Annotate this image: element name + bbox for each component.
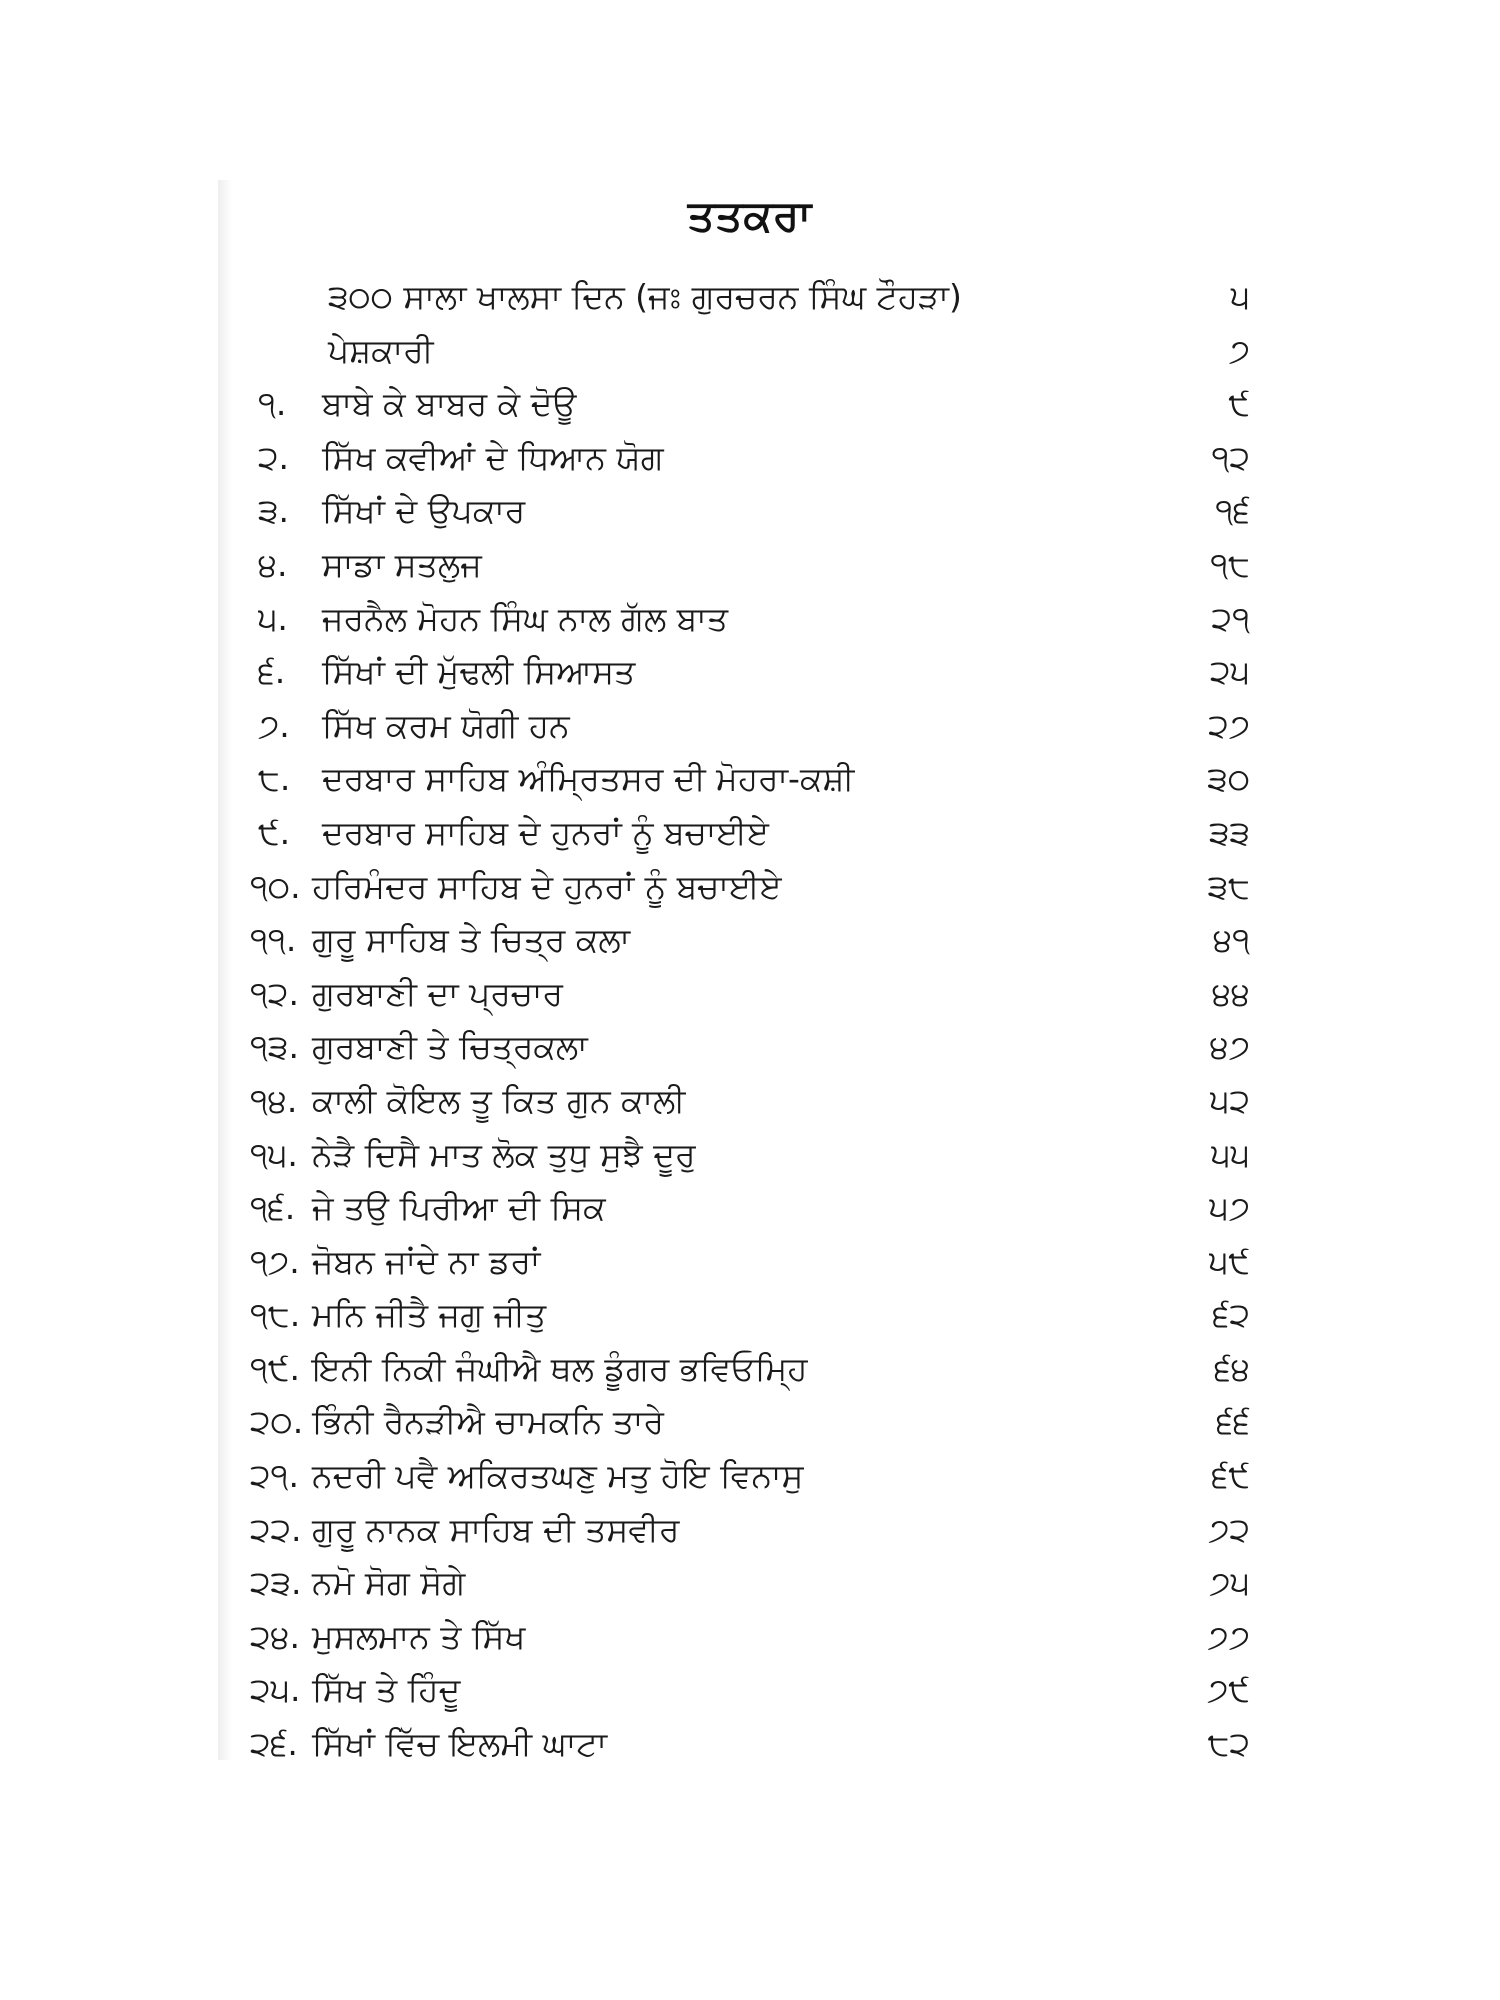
toc-entry-number: ੯. <box>258 812 291 852</box>
toc-entry-title: ਪੇਸ਼ਕਾਰੀ <box>328 330 434 370</box>
toc-entry-number: ੨੧. <box>250 1456 299 1496</box>
toc-entry-page-number: ੨੫ <box>1210 652 1250 692</box>
toc-entry-title: ੩੦੦ ਸਾਲਾ ਖਾਲਸਾ ਦਿਨ (ਜਃ ਗੁਰਚਰਨ ਸਿੰਘ ਟੌਹੜਾ) <box>328 277 962 316</box>
toc-entry <box>0 967 1500 1021</box>
toc-entry <box>0 377 1500 431</box>
toc-entry-number: ੩. <box>258 491 290 531</box>
toc-entry-title: ਹਰਿਮੰਦਰ ਸਾਹਿਬ ਦੇ ਹੁਨਰਾਂ ਨੂੰ ਬਚਾਈਏ <box>312 866 782 906</box>
toc-entry-number: ੫. <box>258 598 288 638</box>
toc-entry-page-number: ੫੯ <box>1208 1241 1250 1281</box>
toc-entry-title: ਸਿੱਖ ਕਰਮ ਯੋਗੀ ਹਨ <box>322 705 570 745</box>
toc-entry <box>0 699 1500 753</box>
toc-entry-title: ਮੁਸਲਮਾਨ ਤੇ ਸਿੱਖ <box>312 1616 526 1656</box>
toc-entry <box>0 1717 1500 1771</box>
toc-entry <box>0 645 1500 699</box>
toc-entry-page-number: ੬੯ <box>1211 1456 1250 1496</box>
toc-entry-number: ੨੦. <box>250 1402 304 1442</box>
toc-entry-title: ਜਰਨੈਲ ਮੋਹਨ ਸਿੰਘ ਨਾਲ ਗੱਲ ਬਾਤ <box>322 598 728 638</box>
toc-entry-title: ਗੁਰੂ ਸਾਹਿਬ ਤੇ ਚਿਤ੍ਰ ਕਲਾ <box>312 920 631 960</box>
toc-entry <box>0 913 1500 967</box>
toc-entry-title: ਸਿੱਖਾਂ ਵਿੱਚ ਇਲਮੀ ਘਾਟਾ <box>312 1724 608 1764</box>
toc-entry-title: ਗੁਰਬਾਣੀ ਤੇ ਚਿਤ੍ਰਕਲਾ <box>312 1027 588 1067</box>
toc-entry-title: ਸਿੱਖ ਕਵੀਆਂ ਦੇ ਧਿਆਨ ਯੋਗ <box>322 437 664 477</box>
page-title: ਤਤਕਰਾ <box>687 191 813 240</box>
toc-entry-page-number: ੫ <box>1230 277 1250 316</box>
toc-entry-number: ੨੨. <box>250 1509 302 1549</box>
toc-entry-title: ਨੇੜੈ ਦਿਸੈ ਮਾਤ ਲੋਕ ਤੁਧੁ ਸੁਝੈ ਦੂਰੁ <box>312 1134 696 1174</box>
toc-entry <box>0 538 1500 592</box>
toc-entry <box>0 1395 1500 1449</box>
toc-entry-number: ੧੫. <box>250 1134 298 1174</box>
toc-entry <box>0 484 1500 538</box>
toc-entry-number: ੮. <box>258 759 291 799</box>
toc-entry-number: ੨੩. <box>250 1563 302 1603</box>
toc-entry-number: ੧੧. <box>250 920 297 960</box>
toc-entry-title: ਕਾਲੀ ਕੋਇਲ ਤੂ ਕਿਤ ਗੁਨ ਕਾਲੀ <box>312 1080 686 1120</box>
toc-entry <box>0 1020 1500 1074</box>
toc-entry <box>0 1556 1500 1610</box>
toc-entry-title: ਸਿੱਖਾਂ ਦੇ ਉਪਕਾਰ <box>322 491 526 531</box>
toc-entry-page-number: ੭੫ <box>1209 1563 1250 1603</box>
toc-entry <box>0 1288 1500 1342</box>
toc-entry-title: ਸਿੱਖਾਂ ਦੀ ਮੁੱਢਲੀ ਸਿਆਸਤ <box>322 652 636 692</box>
toc-entry-title: ਦਰਬਾਰ ਸਾਹਿਬ ਅੰਮ੍ਰਿਤਸਰ ਦੀ ਮੋਹਰਾ-ਕਸ਼ੀ <box>322 759 855 799</box>
toc-entry-page-number: ੧੨ <box>1211 437 1250 477</box>
toc-entry-page-number: ੮੨ <box>1207 1724 1250 1764</box>
toc-entry-title: ਸਿੱਖ ਤੇ ਹਿੰਦੂ <box>312 1670 461 1710</box>
toc-entry-page-number: ੪੪ <box>1211 973 1250 1013</box>
toc-entry <box>0 270 1500 324</box>
toc-entry-page-number: ੩੦ <box>1207 759 1250 799</box>
toc-entry-title: ਭਿੰਨੀ ਰੈਨੜੀਐ ਚਾਮਕਨਿ ਤਾਰੇ <box>312 1402 664 1442</box>
toc-entry <box>0 1181 1500 1235</box>
toc-entry-number: ੨੪. <box>250 1616 301 1656</box>
toc-entry-title: ਜੋਬਨ ਜਾਂਦੇ ਨਾ ਡਰਾਂ <box>312 1241 541 1281</box>
toc-entry <box>0 1663 1500 1717</box>
toc-entry-title: ਇਨੀ ਨਿਕੀ ਜੰਘੀਐ ਥਲ ਡੂੰਗਰ ਭਵਿਓਮ੍ਹਿ <box>312 1348 808 1388</box>
toc-entry-page-number: ੬੪ <box>1214 1348 1250 1388</box>
toc-entry <box>0 860 1500 914</box>
toc-entry-number: ੧੮. <box>250 1295 301 1335</box>
toc-entry-page-number: ੭੭ <box>1207 1616 1250 1656</box>
toc-entry <box>0 592 1500 646</box>
toc-entry <box>0 1128 1500 1182</box>
toc-entry-page-number: ੩੩ <box>1208 812 1250 852</box>
toc-entry-number: ੪. <box>258 544 288 584</box>
toc-entry-page-number: ੨੧ <box>1211 598 1250 638</box>
toc-entry <box>0 752 1500 806</box>
toc-entry-number: ੨੫. <box>250 1670 301 1710</box>
toc-entry-page-number: ੬੨ <box>1212 1295 1250 1335</box>
toc-entry-title: ਜੇ ਤਉ ਪਿਰੀਆ ਦੀ ਸਿਕ <box>312 1188 606 1228</box>
toc-entry-page-number: ੭ <box>1228 330 1250 370</box>
toc-entry-page-number: ੩੮ <box>1207 866 1250 906</box>
toc-entry-title: ਗੁਰੂ ਨਾਨਕ ਸਾਹਿਬ ਦੀ ਤਸਵੀਰ <box>312 1509 680 1549</box>
toc-entry-title: ਦਰਬਾਰ ਸਾਹਿਬ ਦੇ ਹੁਨਰਾਂ ਨੂੰ ਬਚਾਈਏ <box>322 812 769 852</box>
toc-entry-page-number: ੫੨ <box>1210 1080 1250 1120</box>
toc-entry-page-number: ੯ <box>1228 384 1250 424</box>
toc-entry <box>0 1610 1500 1664</box>
toc-entry-page-number: ੧੮ <box>1210 544 1250 584</box>
table-of-contents <box>0 270 1500 1771</box>
toc-entry-number: ੧੩. <box>250 1027 299 1067</box>
toc-entry-title: ਮਨਿ ਜੀਤੈ ਜਗੁ ਜੀਤੁ <box>312 1295 547 1335</box>
toc-entry-number: ੧੯. <box>250 1348 301 1388</box>
toc-entry-number: ੧੪. <box>250 1080 298 1120</box>
toc-entry-page-number: ੨੭ <box>1208 705 1250 745</box>
toc-entry <box>0 806 1500 860</box>
toc-entry-title: ਗੁਰਬਾਣੀ ਦਾ ਪ੍ਰਚਾਰ <box>312 973 564 1013</box>
toc-entry-page-number: ੫੭ <box>1209 1188 1250 1228</box>
toc-entry-number: ੧. <box>258 384 287 424</box>
toc-entry-number: ੧੦. <box>250 866 301 906</box>
toc-entry-page-number: ੬੬ <box>1216 1402 1250 1442</box>
toc-entry <box>0 1074 1500 1128</box>
toc-entry-title: ਸਾਡਾ ਸਤਲੁਜ <box>322 544 482 584</box>
toc-entry <box>0 1503 1500 1557</box>
toc-entry-page-number: ੭੯ <box>1207 1670 1250 1710</box>
toc-entry-page-number: ੪੧ <box>1213 920 1250 960</box>
toc-entry <box>0 324 1500 378</box>
toc-entry <box>0 1449 1500 1503</box>
toc-entry-page-number: ੧੬ <box>1215 491 1250 531</box>
toc-entry-number: ੧੭. <box>250 1241 300 1281</box>
toc-entry <box>0 1235 1500 1289</box>
toc-entry-title: ਨਮੋ ਸੋਗ ਸੋਗੇ <box>312 1563 466 1603</box>
toc-entry-number: ੨੬. <box>250 1724 298 1764</box>
toc-entry-number: ੧੬. <box>250 1188 296 1228</box>
toc-entry-page-number: ੭੨ <box>1208 1509 1250 1549</box>
toc-entry-title: ਬਾਬੇ ਕੇ ਬਾਬਰ ਕੇ ਦੋਊ <box>322 384 577 424</box>
toc-entry-page-number: ੫੫ <box>1211 1134 1250 1174</box>
toc-entry-number: ੨. <box>258 437 290 477</box>
toc-entry-page-number: ੪੭ <box>1209 1027 1250 1067</box>
toc-entry-number: ੧੨. <box>250 973 299 1013</box>
toc-entry <box>0 431 1500 485</box>
toc-entry <box>0 1342 1500 1396</box>
toc-entry-title: ਨਦਰੀ ਪਵੈ ਅਕਿਰਤਘਣੁ ਮਤੁ ਹੋਇ ਵਿਨਾਸੁ <box>312 1456 804 1496</box>
toc-entry-number: ੭. <box>258 705 290 745</box>
toc-entry-number: ੬. <box>258 652 286 692</box>
